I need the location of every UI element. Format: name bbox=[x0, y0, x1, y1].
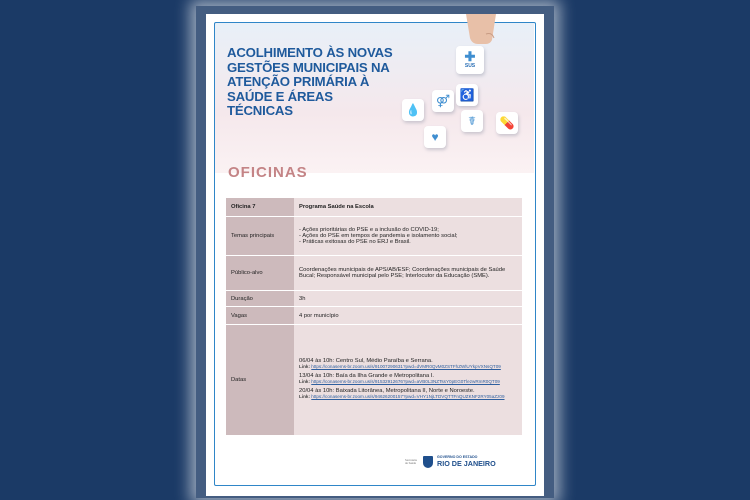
section-heading: OFICINAS bbox=[228, 164, 308, 181]
heart-hands-icon: ♥ bbox=[424, 126, 446, 148]
date-entry-text: 20/04 às 10h: Baixada Litorânea, Metropolitana II, Norte e Noroeste. bbox=[299, 387, 475, 394]
zoom-link[interactable]: https://conasems-br.zoom.us/s/94626200157?pwd=VHY1NjLTDVQTTFnQUZKNF2RY05aZz09 bbox=[311, 393, 505, 399]
drop-icon: 💧 bbox=[402, 99, 424, 121]
link-label: Link: bbox=[299, 378, 310, 384]
secretaria-logo: Secretaria de Saúde bbox=[405, 458, 417, 465]
oficina-label: Oficina 7 bbox=[226, 198, 294, 216]
table-row bbox=[226, 256, 522, 290]
tema-item: - Ações do PSE em tempos de pandemia e isolamento social; bbox=[299, 233, 458, 239]
sus-label: SUS bbox=[464, 63, 476, 69]
elderly-icon: ☤ bbox=[461, 110, 483, 132]
plus-icon: ✚ bbox=[464, 49, 476, 64]
poster-title: ACOLHIMENTO ÀS NOVAS GESTÕES MUNICIPAIS NA ATENÇÃO PRIMÁRIA À SAÚDE E ÁREAS TÉCNICAS bbox=[227, 45, 393, 118]
zoom-link[interactable]: https://conasems-br.zoom.us/s/91007290631?pwd=dVMR0QvM0ZSTFhZWlUYkpVXNsQT09 bbox=[311, 363, 501, 369]
sus-cube bbox=[456, 46, 484, 74]
table-row bbox=[226, 325, 522, 435]
date-entry-text: 06/04 às 10h: Centro Sul, Médio Paraíba e Serrana. bbox=[299, 357, 433, 364]
vagas-value: 4 por município bbox=[294, 307, 522, 324]
people-icon: ⚤ bbox=[432, 90, 454, 112]
governo-text: GOVERNO DO ESTADO bbox=[437, 455, 478, 459]
vagas-label: Vagas bbox=[226, 307, 294, 324]
footer-logos bbox=[405, 455, 496, 468]
link-label: Link: bbox=[299, 393, 310, 399]
date-entry bbox=[299, 388, 517, 400]
government-logo bbox=[437, 455, 496, 468]
estado-text: RIO DE JANEIRO bbox=[437, 459, 496, 468]
temas-value bbox=[294, 217, 522, 255]
state-crest-icon bbox=[423, 456, 433, 468]
tema-item: - Ações prioritárias do PSE e a inclusão do COVID-19; bbox=[299, 227, 439, 233]
table-row bbox=[226, 198, 522, 216]
workshop-table bbox=[226, 197, 522, 436]
oficina-value: Programa Saúde na Escola bbox=[294, 198, 522, 216]
date-entry-text: 13/04 às 10h: Baía da Ilha Grande e Metropolitana I. bbox=[299, 372, 435, 379]
table-row bbox=[226, 307, 522, 324]
duracao-value: 3h bbox=[294, 291, 522, 306]
date-entry bbox=[299, 358, 517, 370]
wheelchair-icon: ♿ bbox=[456, 84, 478, 106]
table-row bbox=[226, 291, 522, 306]
tema-item: - Práticas exitosas do PSE no ERJ e Brasil. bbox=[299, 239, 411, 245]
pill-icon: 💊 bbox=[496, 112, 518, 134]
link-label: Link: bbox=[299, 363, 310, 369]
temas-label: Temas principais bbox=[226, 217, 294, 255]
datas-label: Datas bbox=[226, 325, 294, 435]
publico-value: Coordenações municipais de APS/AB/ESF; Coordenações municipais de Saúde Bucal; Responsável municipal pelo PSE; Interlocutor da Educação (SME). bbox=[294, 256, 522, 290]
table-row bbox=[226, 217, 522, 255]
date-entry bbox=[299, 373, 517, 385]
publico-label: Público-alvo bbox=[226, 256, 294, 290]
zoom-link[interactable]: https://conasems-br.zoom.us/s/91532912676?pwd=aVB0L3NZTssY0pEG0TlezwRmR0QT09 bbox=[311, 378, 500, 384]
poster-page bbox=[206, 14, 544, 496]
datas-value bbox=[294, 325, 522, 435]
duracao-label: Duração bbox=[226, 291, 294, 306]
